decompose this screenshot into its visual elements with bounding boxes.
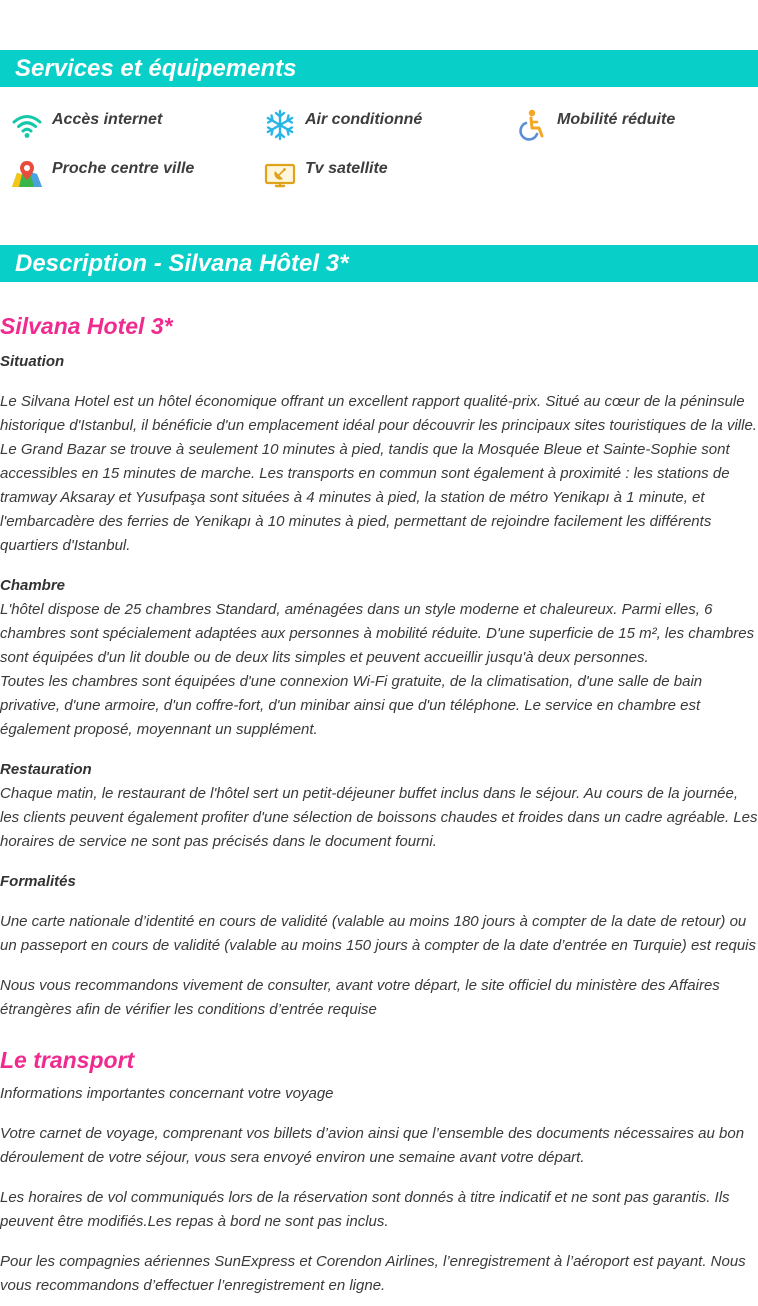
map-pin-icon [10,158,44,190]
description-content [0,306,758,1298]
tv-satellite-icon [263,158,297,190]
description-heading: Description - Silvana Hôtel 3* [0,245,758,282]
wheelchair-icon [515,109,549,141]
hotel-title: Silvana Hotel 3* [0,313,173,339]
transport-text-2: Les horaires de vol communiqués lors de la réservation sont donnés à titre indicatif et ne sont pas garantis. Ils peuvent être modifiés.Les repas à bord ne sont pas inclus. [0,1189,730,1230]
transport-intro: Informations importantes concernant votre voyage [0,1085,334,1102]
transport-title: Le transport [0,1047,135,1073]
chambre-text-1: L'hôtel dispose de 25 chambres Standard, aménagées dans un style moderne et chaleureux. Parmi elles, 6 chambres sont spécialement adaptées aux personnes à mobilité réduite. D'une superficie de 15 m², les chambres sont équipées d'un lit double ou de deux lits simples et peuvent accueillir jusqu'à deux personnes. [0,601,755,666]
service-label: Air conditionné [305,111,423,128]
service-label: Accès internet [52,111,163,128]
service-label: Mobilité réduite [557,111,676,128]
chambre-label: Chambre [0,577,66,594]
service-label: Tv satellite [305,160,388,177]
transport-text-1: Votre carnet de voyage, comprenant vos billets d’avion ainsi que l’ensemble des documents nécessaires au bon déroulement de votre séjour, vous sera envoyé environ une semaine avant votre départ. [0,1125,745,1166]
formalites-label: Formalités [0,873,76,890]
wifi-icon [10,109,44,141]
service-city-center [10,158,194,190]
service-internet [10,109,162,141]
formalites-text-2: Nous vous recommandons vivement de consulter, avant votre départ, le site officiel du ministère des Affaires étrangères afin de vérifier les conditions d’entrée requise [0,977,720,1018]
situation-text: Le Silvana Hotel est un hôtel économique offrant un excellent rapport qualité-prix. Situé au cœur de la péninsule historique d'Istanbul, il bénéficie d'un emplacement idéal pour découvrir les principaux sites touristiques de la ville. Le Grand Bazar se trouve à seulement 10 minutes à pied, tandis que la Mosquée Bleue et Sainte-Sophie sont accessibles en 15 minutes de marche. Les transports en commun sont également à proximité : les stations de tramway Aksaray et Yusufpaşa sont situées à 4 minutes à pied, la station de métro Yenikapı à 1 minute, et l'embarcadère des ferries de Yenikapı à 10 minutes à pied, permettant de rejoindre facilement les différents quartiers d'Istanbul. [0,393,757,554]
services-heading: Services et équipements [0,50,758,87]
service-reduced-mobility [515,109,675,141]
restauration-label: Restauration [0,761,92,778]
situation-label: Situation [0,353,65,370]
chambre-text-2: Toutes les chambres sont équipées d'une connexion Wi-Fi gratuite, de la climatisation, d'une salle de bain privative, d'une armoire, d'un coffre-fort, d'un minibar ainsi que d'un téléphone. Le service en chambre est également proposé, moyennant un supplément. [0,673,703,738]
service-label: Proche centre ville [52,160,195,177]
snowflake-icon [263,109,297,141]
transport-text-3: Pour les compagnies aériennes SunExpress et Corendon Airlines, l’enregistrement à l’aéroport est payant. Nous vous recommandons d’effectuer l’enregistrement en ligne. [0,1253,746,1294]
formalites-text-1: Une carte nationale d’identité en cours de validité (valable au moins 180 jours à compter de la date de retour) ou un passeport en cours de validité (valable au moins 150 jours à compter de la date d’entrée en Turquie) est requis [0,913,756,954]
service-air-conditioning [263,109,422,141]
service-satellite-tv [263,158,388,190]
restauration-text: Chaque matin, le restaurant de l'hôtel sert un petit-déjeuner buffet inclus dans le séjour. Au cours de la journée, les clients peuvent également profiter d'une sélection de boissons chaudes et froides dans un cadre agréable. Les horaires de service ne sont pas précisés dans le document fourni. [0,785,758,850]
